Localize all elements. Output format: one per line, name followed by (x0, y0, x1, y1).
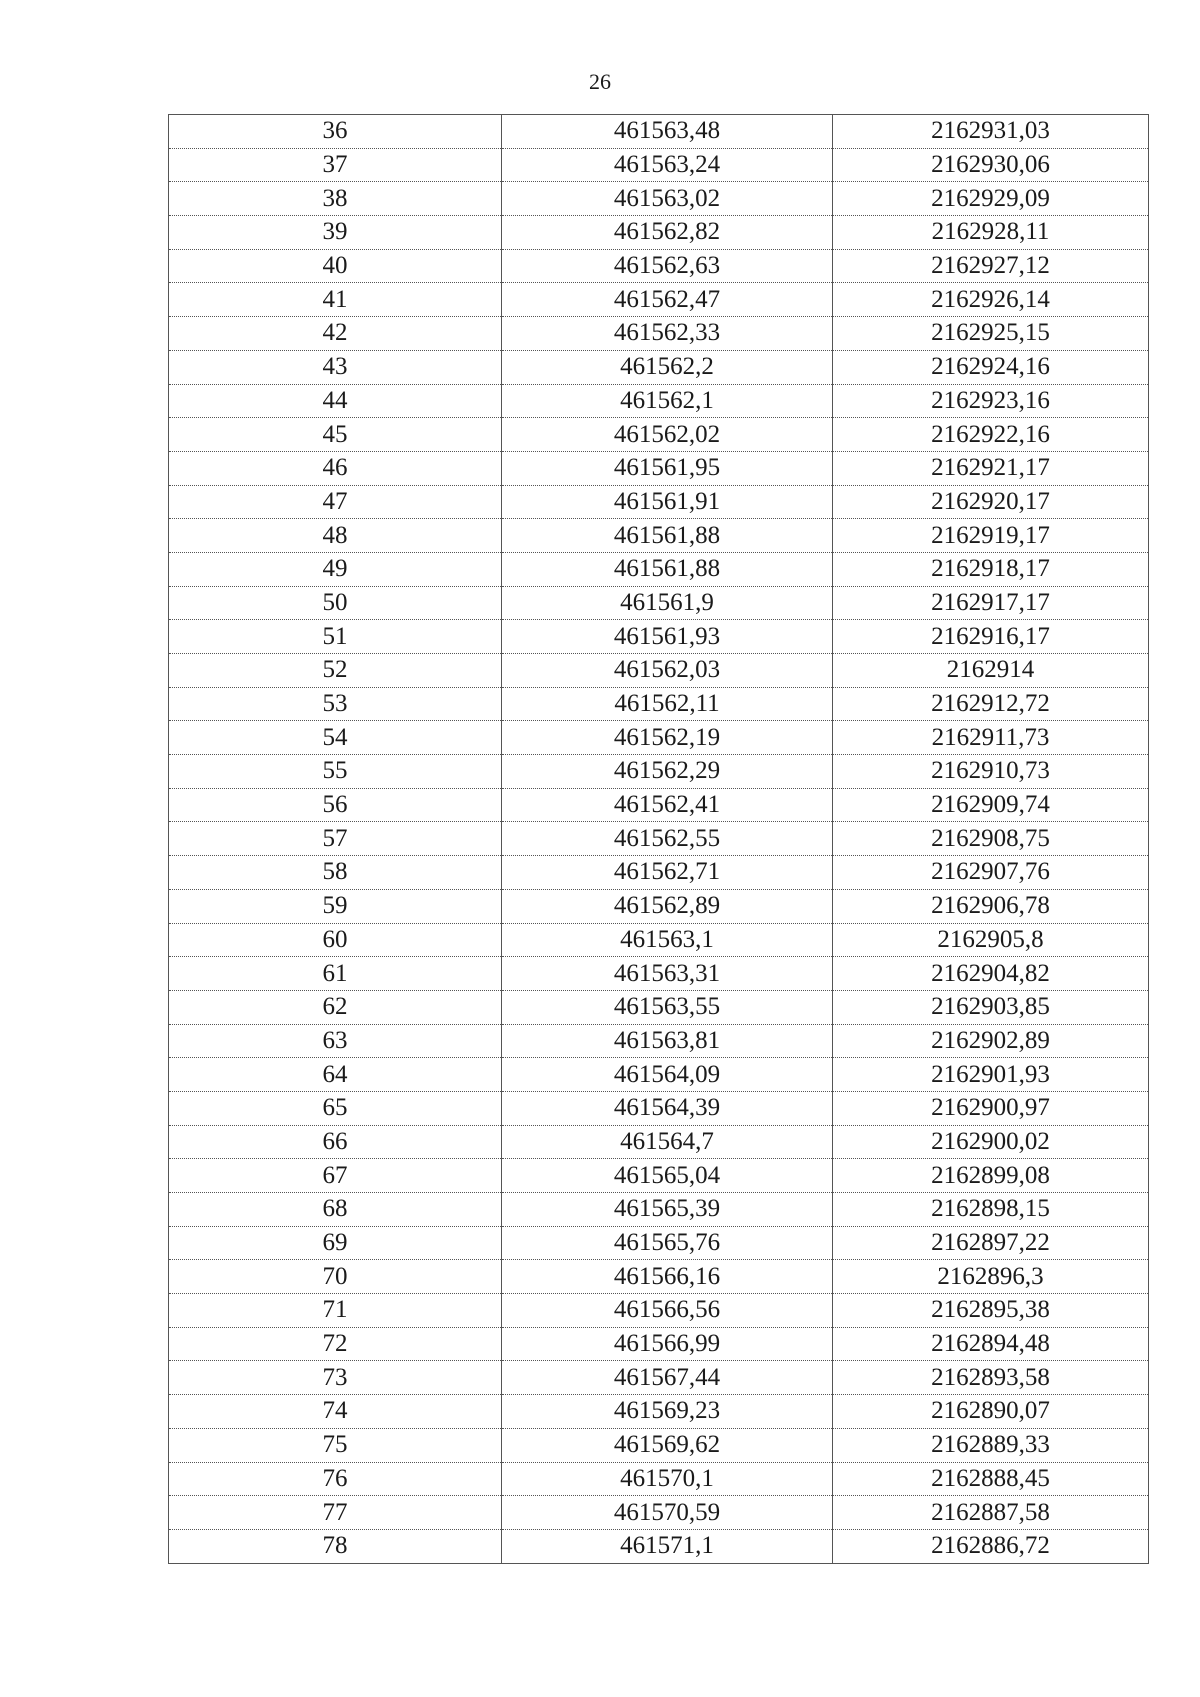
table-row (169, 1361, 1149, 1395)
point-number-cell: 77 (169, 1496, 502, 1530)
x-coordinate-cell: 461562,89 (502, 889, 833, 923)
table-row (169, 1294, 1149, 1328)
point-number-cell: 67 (169, 1159, 502, 1193)
y-coordinate-cell: 2162930,06 (833, 148, 1149, 182)
table-row (169, 1024, 1149, 1058)
table-row (169, 923, 1149, 957)
y-coordinate-cell: 2162925,15 (833, 317, 1149, 351)
table-row (169, 889, 1149, 923)
y-coordinate-cell: 2162920,17 (833, 485, 1149, 519)
x-coordinate-cell: 461563,48 (502, 115, 833, 149)
y-coordinate-cell: 2162914 (833, 654, 1149, 688)
point-number-cell: 58 (169, 856, 502, 890)
y-coordinate-cell: 2162889,33 (833, 1428, 1149, 1462)
y-coordinate-cell: 2162893,58 (833, 1361, 1149, 1395)
y-coordinate-cell: 2162918,17 (833, 552, 1149, 586)
point-number-cell: 56 (169, 788, 502, 822)
x-coordinate-cell: 461569,62 (502, 1428, 833, 1462)
x-coordinate-cell: 461563,1 (502, 923, 833, 957)
point-number-cell: 54 (169, 721, 502, 755)
table-row (169, 148, 1149, 182)
x-coordinate-cell: 461569,23 (502, 1395, 833, 1429)
y-coordinate-cell: 2162919,17 (833, 519, 1149, 553)
point-number-cell: 36 (169, 115, 502, 149)
point-number-cell: 57 (169, 822, 502, 856)
point-number-cell: 39 (169, 216, 502, 250)
x-coordinate-cell: 461566,56 (502, 1294, 833, 1328)
table-row (169, 317, 1149, 351)
point-number-cell: 47 (169, 485, 502, 519)
y-coordinate-cell: 2162909,74 (833, 788, 1149, 822)
y-coordinate-cell: 2162924,16 (833, 350, 1149, 384)
table-row (169, 1193, 1149, 1227)
y-coordinate-cell: 2162910,73 (833, 755, 1149, 789)
point-number-cell: 76 (169, 1462, 502, 1496)
x-coordinate-cell: 461563,55 (502, 990, 833, 1024)
point-number-cell: 50 (169, 586, 502, 620)
point-number-cell: 65 (169, 1091, 502, 1125)
y-coordinate-cell: 2162886,72 (833, 1529, 1149, 1563)
x-coordinate-cell: 461562,33 (502, 317, 833, 351)
table-row (169, 957, 1149, 991)
x-coordinate-cell: 461561,95 (502, 451, 833, 485)
y-coordinate-cell: 2162900,02 (833, 1125, 1149, 1159)
table-row (169, 1395, 1149, 1429)
x-coordinate-cell: 461562,03 (502, 654, 833, 688)
y-coordinate-cell: 2162904,82 (833, 957, 1149, 991)
point-number-cell: 46 (169, 451, 502, 485)
point-number-cell: 70 (169, 1260, 502, 1294)
table-row (169, 384, 1149, 418)
y-coordinate-cell: 2162931,03 (833, 115, 1149, 149)
x-coordinate-cell: 461563,81 (502, 1024, 833, 1058)
point-number-cell: 64 (169, 1058, 502, 1092)
y-coordinate-cell: 2162926,14 (833, 283, 1149, 317)
x-coordinate-cell: 461570,1 (502, 1462, 833, 1496)
x-coordinate-cell: 461562,55 (502, 822, 833, 856)
point-number-cell: 45 (169, 418, 502, 452)
point-number-cell: 68 (169, 1193, 502, 1227)
y-coordinate-cell: 2162927,12 (833, 249, 1149, 283)
table-row (169, 182, 1149, 216)
point-number-cell: 74 (169, 1395, 502, 1429)
page-number: 26 (589, 69, 611, 94)
x-coordinate-cell: 461562,63 (502, 249, 833, 283)
table-row (169, 1529, 1149, 1563)
y-coordinate-cell: 2162895,38 (833, 1294, 1149, 1328)
y-coordinate-cell: 2162897,22 (833, 1226, 1149, 1260)
y-coordinate-cell: 2162916,17 (833, 620, 1149, 654)
point-number-cell: 40 (169, 249, 502, 283)
y-coordinate-cell: 2162917,17 (833, 586, 1149, 620)
x-coordinate-cell: 461561,88 (502, 519, 833, 553)
y-coordinate-cell: 2162922,16 (833, 418, 1149, 452)
point-number-cell: 41 (169, 283, 502, 317)
x-coordinate-cell: 461566,99 (502, 1327, 833, 1361)
point-number-cell: 60 (169, 923, 502, 957)
y-coordinate-cell: 2162912,72 (833, 687, 1149, 721)
point-number-cell: 49 (169, 552, 502, 586)
x-coordinate-cell: 461561,91 (502, 485, 833, 519)
coordinates-table-body (169, 115, 1149, 1564)
table-row (169, 1226, 1149, 1260)
x-coordinate-cell: 461562,2 (502, 350, 833, 384)
y-coordinate-cell: 2162907,76 (833, 856, 1149, 890)
y-coordinate-cell: 2162928,11 (833, 216, 1149, 250)
x-coordinate-cell: 461566,16 (502, 1260, 833, 1294)
table-row (169, 721, 1149, 755)
y-coordinate-cell: 2162899,08 (833, 1159, 1149, 1193)
y-coordinate-cell: 2162921,17 (833, 451, 1149, 485)
x-coordinate-cell: 461563,02 (502, 182, 833, 216)
point-number-cell: 71 (169, 1294, 502, 1328)
table-row (169, 552, 1149, 586)
point-number-cell: 53 (169, 687, 502, 721)
x-coordinate-cell: 461567,44 (502, 1361, 833, 1395)
table-row (169, 687, 1149, 721)
table-row (169, 620, 1149, 654)
x-coordinate-cell: 461562,29 (502, 755, 833, 789)
x-coordinate-cell: 461565,39 (502, 1193, 833, 1227)
point-number-cell: 66 (169, 1125, 502, 1159)
x-coordinate-cell: 461562,02 (502, 418, 833, 452)
x-coordinate-cell: 461561,93 (502, 620, 833, 654)
y-coordinate-cell: 2162906,78 (833, 889, 1149, 923)
x-coordinate-cell: 461563,31 (502, 957, 833, 991)
x-coordinate-cell: 461562,41 (502, 788, 833, 822)
point-number-cell: 43 (169, 350, 502, 384)
y-coordinate-cell: 2162905,8 (833, 923, 1149, 957)
point-number-cell: 61 (169, 957, 502, 991)
point-number-cell: 55 (169, 755, 502, 789)
table-row (169, 451, 1149, 485)
x-coordinate-cell: 461562,19 (502, 721, 833, 755)
point-number-cell: 51 (169, 620, 502, 654)
y-coordinate-cell: 2162894,48 (833, 1327, 1149, 1361)
table-row (169, 1159, 1149, 1193)
x-coordinate-cell: 461562,1 (502, 384, 833, 418)
x-coordinate-cell: 461561,88 (502, 552, 833, 586)
table-row (169, 519, 1149, 553)
y-coordinate-cell: 2162908,75 (833, 822, 1149, 856)
table-row (169, 586, 1149, 620)
x-coordinate-cell: 461565,76 (502, 1226, 833, 1260)
table-row (169, 822, 1149, 856)
y-coordinate-cell: 2162911,73 (833, 721, 1149, 755)
point-number-cell: 69 (169, 1226, 502, 1260)
table-row (169, 1091, 1149, 1125)
table-row (169, 1462, 1149, 1496)
point-number-cell: 73 (169, 1361, 502, 1395)
y-coordinate-cell: 2162890,07 (833, 1395, 1149, 1429)
x-coordinate-cell: 461562,47 (502, 283, 833, 317)
y-coordinate-cell: 2162929,09 (833, 182, 1149, 216)
table-row (169, 283, 1149, 317)
y-coordinate-cell: 2162923,16 (833, 384, 1149, 418)
x-coordinate-cell: 461562,71 (502, 856, 833, 890)
table-row (169, 1496, 1149, 1530)
x-coordinate-cell: 461564,7 (502, 1125, 833, 1159)
table-row (169, 350, 1149, 384)
x-coordinate-cell: 461565,04 (502, 1159, 833, 1193)
point-number-cell: 42 (169, 317, 502, 351)
y-coordinate-cell: 2162887,58 (833, 1496, 1149, 1530)
table-row (169, 990, 1149, 1024)
x-coordinate-cell: 461564,39 (502, 1091, 833, 1125)
y-coordinate-cell: 2162888,45 (833, 1462, 1149, 1496)
x-coordinate-cell: 461561,9 (502, 586, 833, 620)
point-number-cell: 37 (169, 148, 502, 182)
point-number-cell: 62 (169, 990, 502, 1024)
table-row (169, 755, 1149, 789)
point-number-cell: 59 (169, 889, 502, 923)
y-coordinate-cell: 2162896,3 (833, 1260, 1149, 1294)
table-row (169, 1428, 1149, 1462)
table-row (169, 1125, 1149, 1159)
x-coordinate-cell: 461571,1 (502, 1529, 833, 1563)
point-number-cell: 48 (169, 519, 502, 553)
coordinates-table (168, 114, 1149, 1564)
y-coordinate-cell: 2162901,93 (833, 1058, 1149, 1092)
y-coordinate-cell: 2162903,85 (833, 990, 1149, 1024)
x-coordinate-cell: 461563,24 (502, 148, 833, 182)
point-number-cell: 75 (169, 1428, 502, 1462)
x-coordinate-cell: 461564,09 (502, 1058, 833, 1092)
point-number-cell: 52 (169, 654, 502, 688)
table-row (169, 1058, 1149, 1092)
x-coordinate-cell: 461570,59 (502, 1496, 833, 1530)
table-row (169, 1327, 1149, 1361)
point-number-cell: 63 (169, 1024, 502, 1058)
table-row (169, 249, 1149, 283)
table-row (169, 654, 1149, 688)
table-row (169, 115, 1149, 149)
point-number-cell: 78 (169, 1529, 502, 1563)
y-coordinate-cell: 2162898,15 (833, 1193, 1149, 1227)
table-row (169, 856, 1149, 890)
x-coordinate-cell: 461562,82 (502, 216, 833, 250)
y-coordinate-cell: 2162900,97 (833, 1091, 1149, 1125)
table-row (169, 485, 1149, 519)
point-number-cell: 44 (169, 384, 502, 418)
point-number-cell: 72 (169, 1327, 502, 1361)
table-row (169, 788, 1149, 822)
y-coordinate-cell: 2162902,89 (833, 1024, 1149, 1058)
table-row (169, 1260, 1149, 1294)
x-coordinate-cell: 461562,11 (502, 687, 833, 721)
point-number-cell: 38 (169, 182, 502, 216)
table-row (169, 216, 1149, 250)
table-row (169, 418, 1149, 452)
